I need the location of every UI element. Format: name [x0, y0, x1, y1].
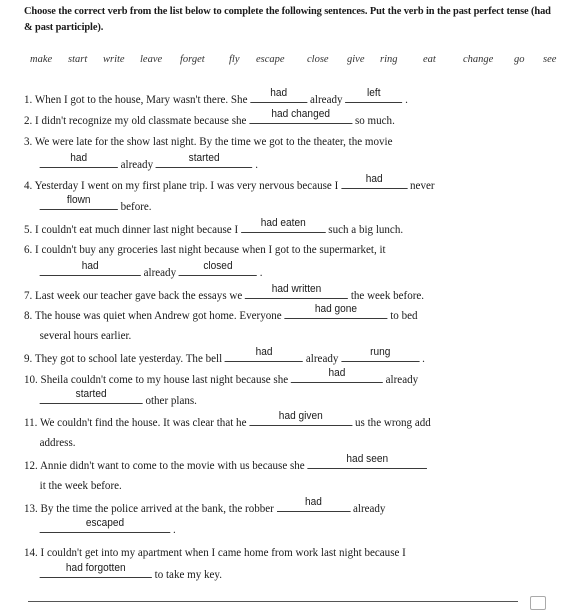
answer-blank[interactable] — [249, 108, 352, 124]
sentence-text: . — [422, 351, 425, 365]
sentence-text: . — [259, 265, 263, 279]
answer-text: rung — [370, 346, 391, 358]
sentence-text: several hours earlier. — [39, 328, 132, 342]
answer-text: had eaten — [260, 217, 306, 229]
sentence-text: the week before. — [350, 288, 425, 302]
item-number: 6. — [24, 242, 33, 256]
answer-text: had — [81, 260, 99, 272]
answer-text: had — [304, 496, 322, 508]
answer-text: started — [188, 152, 220, 164]
word-bank-item: eat — [423, 54, 436, 65]
answer-blank[interactable] — [341, 346, 419, 362]
answer-blank[interactable] — [307, 453, 427, 469]
sentence-text: . — [255, 157, 258, 171]
sentence-text: I couldn't buy any groceries last night because when I got to the supermarket, it — [35, 242, 386, 256]
item-number: 14. — [24, 545, 38, 559]
answer-text: started — [75, 388, 107, 400]
instructions: Choose the correct verb from the list below to complete the following sentences. Put the verb in the past perfect tense (had & past participle). — [24, 6, 551, 33]
word-bank — [30, 54, 560, 70]
item-number: 13. — [24, 501, 38, 515]
word-bank-item: make — [30, 54, 53, 65]
exercise-10 — [24, 367, 521, 386]
sentence-text: before. — [120, 199, 152, 213]
answer-text: had — [70, 152, 88, 164]
item-number: 9. — [24, 351, 33, 365]
answer-blank[interactable] — [225, 346, 303, 362]
item-number: 3. — [24, 134, 33, 148]
sentence-text: I didn't recognize my old classmate because she — [35, 113, 247, 127]
sentence-text: already — [352, 501, 386, 515]
word-bank-item: leave — [140, 54, 163, 65]
answer-blank[interactable] — [156, 152, 253, 168]
answer-text: had — [270, 87, 288, 99]
word-bank-item: forget — [180, 54, 205, 65]
answer-blank[interactable] — [249, 410, 352, 426]
item-number: 12. — [24, 458, 38, 472]
sentence-text: us the wrong add — [355, 415, 431, 429]
sentence-text: already — [385, 372, 419, 386]
sentence-text: such a big lunch. — [328, 222, 404, 236]
item-number: 11. — [24, 415, 38, 429]
page-corner-icon — [530, 596, 546, 610]
answer-text: had seen — [346, 453, 389, 465]
answer-text: flown — [66, 194, 91, 206]
item-number: 1. — [24, 92, 33, 106]
exercise-3 — [24, 134, 521, 148]
sentence-text: Annie didn't want to come to the movie with us because she — [39, 458, 305, 472]
item-number: 10. — [24, 372, 38, 386]
answer-blank[interactable] — [250, 87, 307, 103]
sentence-text: address. — [39, 435, 76, 449]
sentence-text: already — [310, 92, 343, 106]
exercise-7 — [24, 283, 521, 302]
sentence-text: already — [305, 351, 339, 365]
exercise-1 — [24, 87, 521, 106]
sentence-text: already — [120, 157, 154, 171]
sentence-text: They got to school late yesterday. The bell — [34, 351, 223, 365]
exercise-2 — [24, 108, 521, 127]
word-bank-item: give — [347, 54, 365, 65]
sentence-text: Yesterday I went on my first plane trip. I was very nervous because I — [34, 178, 339, 192]
word-bank-item: escape — [256, 54, 285, 65]
word-bank-item: close — [307, 54, 329, 65]
answer-text: had written — [271, 283, 322, 295]
answer-text: had — [328, 367, 346, 379]
word-bank-item: go — [514, 54, 525, 65]
answer-text: had given — [278, 410, 323, 422]
answer-blank[interactable] — [345, 87, 402, 103]
word-bank-item: see — [543, 54, 557, 65]
answer-blank[interactable] — [40, 260, 141, 276]
sentence-text: . — [405, 92, 408, 106]
item-number: 7. — [24, 288, 33, 302]
item-number: 5. — [24, 222, 33, 236]
sentence-text: We were late for the show last night. By the time we got to the theater, the movie — [34, 134, 393, 148]
word-bank-item: fly — [229, 54, 240, 65]
answer-blank[interactable] — [40, 152, 118, 168]
exercise-6 — [24, 242, 521, 256]
sentence-text: Sheila couldn't come to my house last night because she — [40, 372, 289, 386]
sentence-text: so much. — [354, 113, 395, 127]
answer-text: had — [255, 346, 273, 358]
sentence-text: never — [410, 178, 435, 192]
answer-text: had gone — [314, 303, 358, 315]
answer-text: had — [365, 173, 383, 185]
sentence-text: already — [143, 265, 177, 279]
exercise-4 — [24, 173, 521, 192]
answer-blank[interactable] — [291, 367, 383, 383]
answer-text: escaped — [85, 517, 125, 529]
answer-blank[interactable] — [277, 496, 351, 512]
answer-blank[interactable] — [284, 303, 387, 319]
sentence-text: When I got to the house, Mary wasn't there. She — [34, 92, 248, 106]
sentence-text: to take my key. — [154, 567, 222, 581]
answer-blank[interactable] — [245, 283, 348, 299]
answer-text: had forgotten — [65, 562, 126, 574]
word-bank-item: write — [103, 54, 125, 65]
exercise-11 — [24, 410, 521, 429]
bottom-divider — [28, 601, 518, 602]
item-number: 2. — [24, 113, 33, 127]
word-bank-item: start — [68, 54, 88, 65]
sentence-text: By the time the police arrived at the bank, the robber — [40, 501, 274, 515]
sentence-text: to bed — [390, 308, 418, 322]
exercise-5 — [24, 217, 521, 236]
item-number: 4. — [24, 178, 33, 192]
exercise-9 — [24, 346, 521, 365]
answer-blank[interactable] — [341, 173, 407, 189]
answer-blank[interactable] — [241, 217, 326, 233]
answer-text: closed — [203, 260, 233, 272]
answer-blank[interactable] — [40, 562, 152, 578]
answer-text: had changed — [271, 108, 330, 120]
item-number: 8. — [24, 308, 33, 322]
word-bank-item: change — [463, 54, 494, 65]
exercise-14 — [24, 545, 521, 559]
word-bank-item: ring — [380, 54, 398, 65]
answer-blank[interactable] — [179, 260, 257, 276]
sentence-text: other plans. — [145, 393, 197, 407]
answer-blank[interactable] — [40, 388, 143, 404]
answer-blank[interactable] — [40, 517, 171, 533]
sentence-text: I couldn't eat much dinner last night because I — [35, 222, 239, 236]
exercise-12 — [24, 453, 521, 472]
sentence-text: The house was quiet when Andrew got home. Everyone — [34, 308, 282, 322]
sentence-text: I couldn't get into my apartment when I came home from work last night because I — [40, 545, 406, 559]
exercise-13 — [24, 496, 521, 515]
sentence-text: Last week our teacher gave back the essays we — [35, 288, 243, 302]
sentence-text: . — [173, 522, 176, 536]
answer-blank[interactable] — [40, 194, 118, 210]
exercise-8 — [24, 303, 521, 322]
answer-text: left — [367, 87, 381, 99]
sentence-text: it the week before. — [39, 478, 122, 492]
sentence-text: We couldn't find the house. It was clear that he — [39, 415, 247, 429]
